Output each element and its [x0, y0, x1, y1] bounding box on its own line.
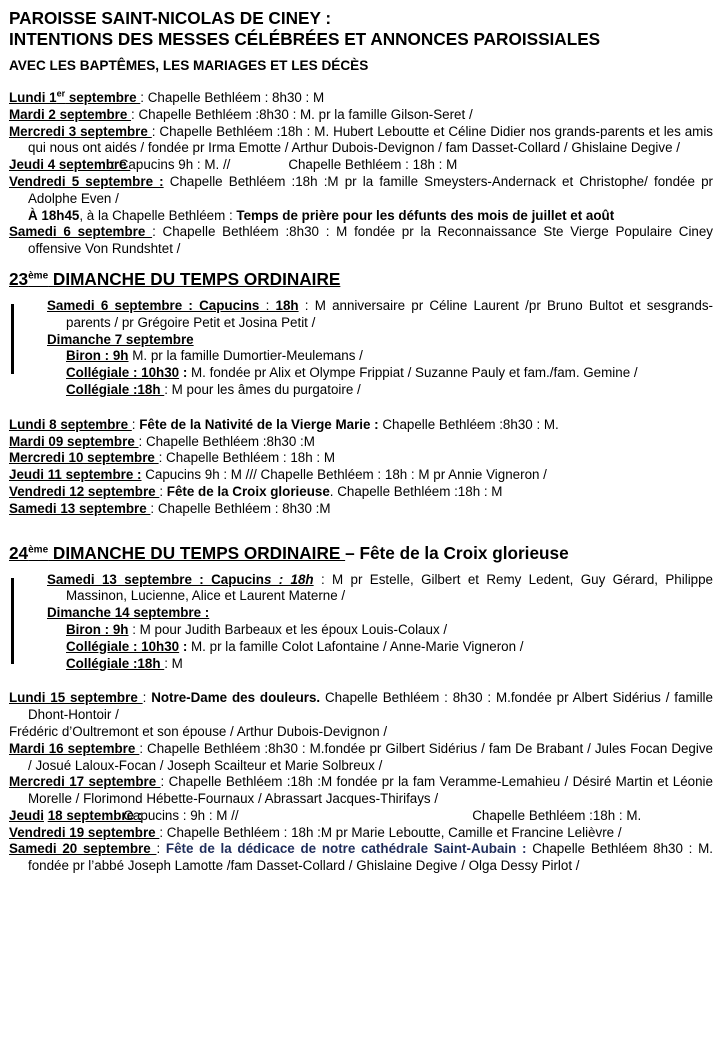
parish-title: PAROISSE SAINT-NICOLAS DE CINEY :	[9, 8, 332, 28]
entry-biron-14: Biron : 9h : M pour Judith Barbeaux et les époux Louis-Colaux /	[66, 621, 448, 637]
entry-mercredi-17: Mercredi 17 septembre : Chapelle Bethléem :18h :M fondée pr la fam Veramme-Lemahieu / Désiré Martin et Léonie Morelle / Florimond Hébette-Fournaux / Abrassart Jacques-Thirifays /	[9, 774, 713, 807]
section-title-24: 24ème DIMANCHE DU TEMPS ORDINAIRE – Fête de la Croix glorieuse	[9, 542, 569, 563]
document-subtitle: AVEC LES BAPTÊMES, LES MARIAGES ET LES DÉCÈS	[9, 58, 369, 73]
entry-jeudi-18: Jeudi 18 septembre :Capucins : 9h : M // Chapelle Bethléem :18h : M.	[9, 807, 642, 823]
entry-mardi-9: Mardi 09 septembre : Chapelle Bethléem :8h30 :M	[9, 433, 315, 449]
entry-vendredi-5: Vendredi 5 septembre : Chapelle Bethléem :18h :M pr la famille Smeysters-Andernack et Christophe/ fondée pr Adolphe Even /	[9, 173, 713, 206]
entry-biron-7: Biron : 9h M. pr la famille Dumortier-Meulemans /	[66, 348, 363, 364]
entry-vendredi-5-prayer: À 18h45, à la Chapelle Bethléem : Temps de prière pour les défunts des mois de juillet et août	[28, 207, 615, 223]
entry-vendredi-12: Vendredi 12 septembre : Fête de la Croix glorieuse. Chapelle Bethléem :18h : M	[9, 483, 503, 499]
entry-jeudi-4: Jeudi 4 septembre : Capucins 9h : M. // Chapelle Bethléem : 18h : M	[9, 157, 458, 173]
bulletin-page	[9, 8, 713, 875]
entry-mardi-16: Mardi 16 septembre : Chapelle Bethléem :8h30 : M.fondée pr Gilbert Sidérius / fam De Brabant / Jules Focan Degive / Josué Laloux-Focan / Joseph Scailteur et Marie Solbreux /	[9, 740, 713, 773]
section-title-23: 23ème DIMANCHE DU TEMPS ORDINAIRE	[9, 268, 341, 289]
entry-jeudi-11: Jeudi 11 septembre : Capucins 9h : M /// Chapelle Bethléem : 18h : M pr Annie Vigneron /	[9, 467, 547, 483]
entry-samedi-20: Samedi 20 septembre : Fête de la dédicace de notre cathédrale Saint-Aubain : Chapelle Bethléem 8h30 : M. fondée pr l’abbé Joseph Lamotte /fam Dasset-Collard / Ghislaine Degive / Olga Dessy Pirlot /	[9, 841, 713, 874]
entry-samedi-6: Samedi 6 septembre : Chapelle Bethléem :8h30 : M fondée pr la Reconnaissance Ste Vierge Populaire Ciney offensive Von Rundshtet /	[9, 224, 714, 257]
entry-mercredi-10: Mercredi 10 septembre : Chapelle Bethléem : 18h : M	[9, 450, 336, 466]
margin-bar	[11, 578, 14, 664]
entry-lundi-15-continued: Frédéric d’Oultremont et son épouse / Arthur Dubois-Devignon /	[9, 723, 388, 739]
entry-collegiale-1030-14: Collégiale : 10h30 : M. pr la famille Colot Lafontaine / Anne-Marie Vigneron /	[66, 638, 524, 654]
entry-mardi-2: Mardi 2 septembre : Chapelle Bethléem :8h30 : M. pr la famille Gilson-Seret /	[9, 106, 473, 122]
entry-samedi-13-capucins: Samedi 13 septembre : Capucins : 18h : M pr Estelle, Gilbert et Remy Ledent, Guy Gérard, Philippe Massinon, Lucienne, Alice et Laurent Materne /	[47, 571, 714, 604]
entry-collegiale-1030-7: Collégiale : 10h30 : M. fondée pr Alix et Olympe Frippiat / Suzanne Pauly et fam./fam. Gemine /	[66, 365, 638, 381]
document-title: INTENTIONS DES MESSES CÉLÉBRÉES ET ANNONCES PAROISSIALES	[9, 29, 601, 49]
entry-lundi-15: Lundi 15 septembre : Notre-Dame des douleurs. Chapelle Bethléem : 8h30 : M.fondée pr Albert Sidérius / famille Dhont-Hontoir /	[9, 690, 713, 723]
entry-dimanche-7: Dimanche 7 septembre	[47, 331, 194, 347]
entry-collegiale-18-14: Collégiale :18h : M	[66, 655, 183, 671]
entry-mercredi-3: Mercredi 3 septembre : Chapelle Bethléem :18h : M. Hubert Leboutte et Céline Didier nos grands-parents et les amis qui nous ont aidés / fondée pr Irma Emotte / Arthur Dubois-Devignon / fam Dasset-Collard / Ghislaine Degive /	[9, 123, 714, 156]
entry-samedi-6-capucins: Samedi 6 septembre : Capucins : 18h : M anniversaire pr Céline Laurent /pr Bruno Bultot et sesgrands-parents / pr Grégoire Petit et Josina Petit /	[47, 297, 713, 330]
sunday-24-block	[9, 572, 713, 673]
entry-collegiale-18-7: Collégiale :18h : M pour les âmes du purgatoire /	[66, 381, 361, 397]
entry-lundi-1: Lundi 1er septembre : Chapelle Bethléem : 8h30 : M	[9, 88, 325, 105]
sunday-23-block	[9, 298, 713, 399]
margin-bar	[11, 304, 14, 374]
entry-dimanche-14: Dimanche 14 septembre :	[47, 605, 210, 621]
entry-vendredi-19: Vendredi 19 septembre : Chapelle Bethléem : 18h :M pr Marie Leboutte, Camille et Francine Lelièvre /	[9, 824, 622, 840]
entry-samedi-13: Samedi 13 septembre : Chapelle Bethléem : 8h30 :M	[9, 500, 331, 516]
entry-lundi-8: Lundi 8 septembre : Fête de la Nativité de la Vierge Marie : Chapelle Bethléem :8h30 : M.	[9, 416, 559, 432]
